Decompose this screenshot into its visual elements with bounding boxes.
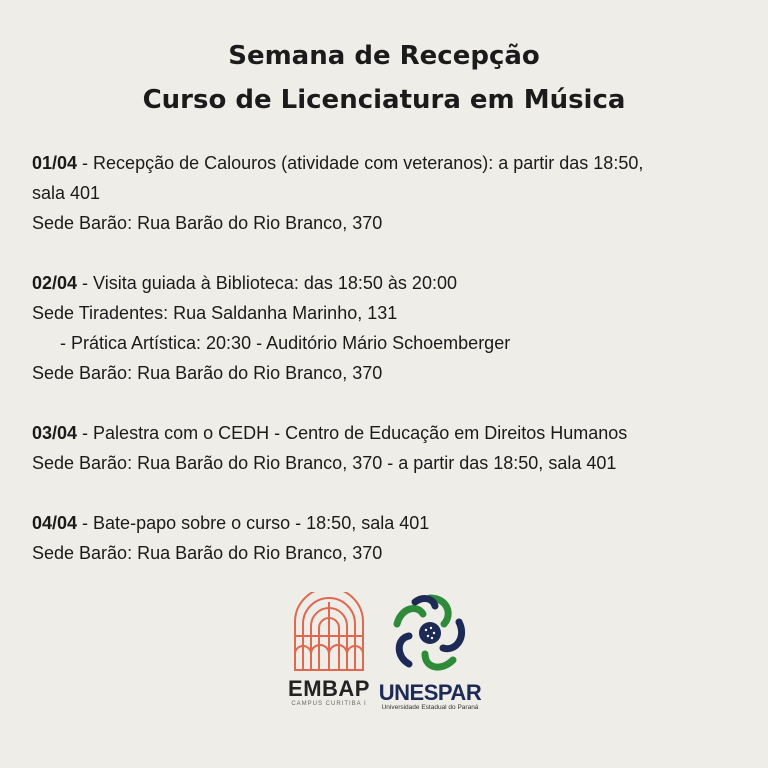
embap-name: EMBAP <box>288 676 370 701</box>
logos-row <box>0 592 768 722</box>
embap-subtitle: CAMPUS CURITIBA I <box>291 701 367 707</box>
embap-arch-icon <box>291 592 367 672</box>
title-line-1: Semana de Recepção <box>228 41 540 71</box>
event-room: sala 401 <box>32 183 101 203</box>
event-date: 03/04 <box>32 423 78 443</box>
event-description: - Recepção de Calouros (atividade com veteranos): a partir das 18:50, <box>77 153 644 173</box>
event-0104 <box>32 148 752 238</box>
event-0304 <box>32 418 752 478</box>
event-0204 <box>32 268 752 388</box>
event-description: - Bate-papo sobre o curso - 18:50, sala 401 <box>77 513 430 533</box>
unespar-name: UNESPAR <box>378 680 482 705</box>
unespar-emblem-icon <box>389 592 471 674</box>
unespar-subtitle: Universidade Estadual do Paraná <box>381 704 479 711</box>
event-0404 <box>32 508 752 568</box>
events-list <box>32 148 752 598</box>
event-location: Sede Barão: Rua Barão do Rio Branco, 370 <box>32 213 383 233</box>
event-sub-activity: - Prática Artística: 20:30 - Auditório Mário Schoemberger <box>60 333 511 353</box>
event-date: 02/04 <box>32 273 78 293</box>
event-description: - Palestra com o CEDH - Centro de Educação em Direitos Humanos <box>77 423 628 443</box>
event-description: - Visita guiada à Biblioteca: das 18:50 às 20:00 <box>77 273 457 293</box>
unespar-logo <box>378 592 482 712</box>
embap-logo <box>284 592 374 708</box>
event-location: Sede Barão: Rua Barão do Rio Branco, 370 <box>32 543 383 563</box>
title-line-2: Curso de Licenciatura em Música <box>142 85 626 115</box>
event-location: Sede Tiradentes: Rua Saldanha Marinho, 131 <box>32 303 398 323</box>
event-date: 04/04 <box>32 513 78 533</box>
event-date: 01/04 <box>32 153 78 173</box>
event-location: Sede Barão: Rua Barão do Rio Branco, 370 - a partir das 18:50, sala 401 <box>32 453 617 473</box>
page-title <box>0 34 768 122</box>
event-location: Sede Barão: Rua Barão do Rio Branco, 370 <box>32 363 383 383</box>
